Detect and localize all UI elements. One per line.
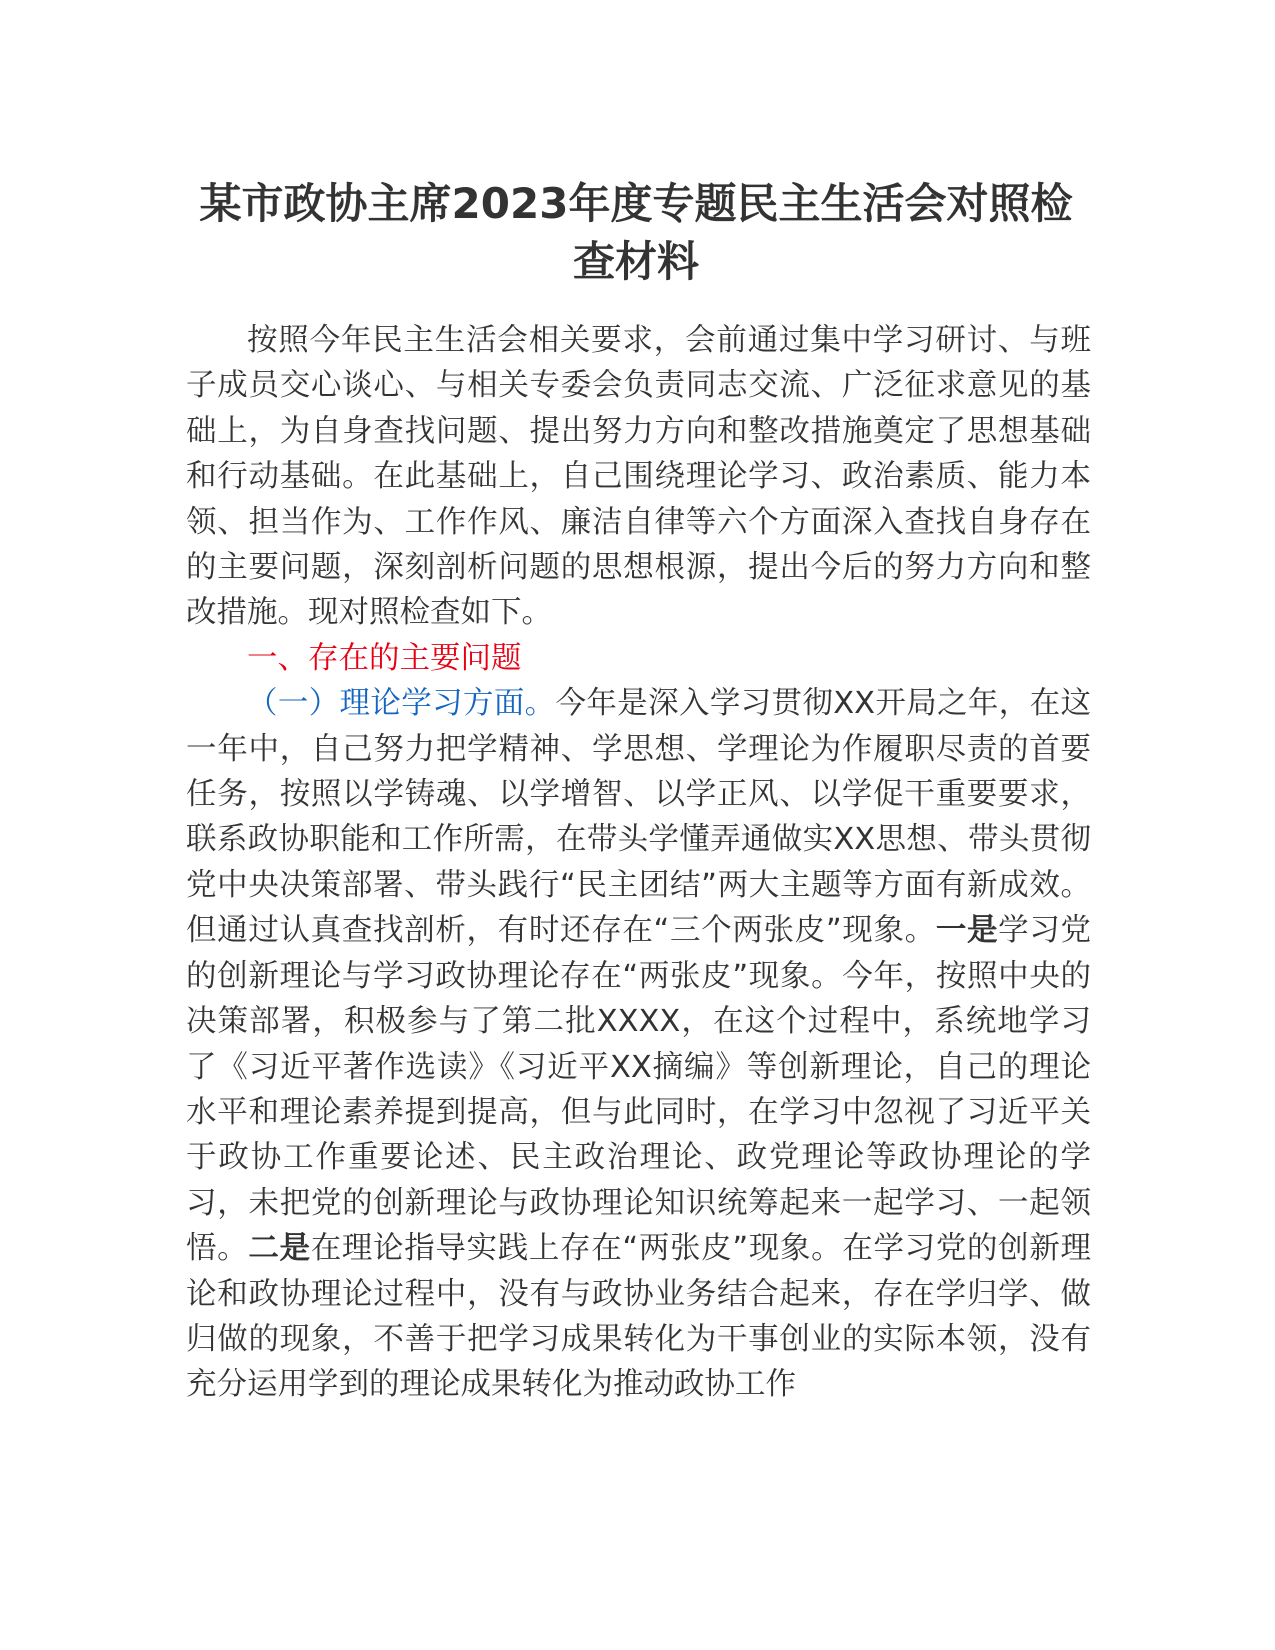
subsection-text-1: 今年是深入学习贯彻XX开局之年，在这一年中，自己努力把学精神、学思想、学理论为作履职尽责的首要任务，按照以学铸魂、以学增智、以学正风、以学促干重要要求，联系政协职能和工作所需，在带头学懂弄通做实XX思想、带头贯彻党中央决策部署、带头践行“民主团结”两大主题等方面有新成效。但通过认真查找剖析，有时还存在“三个两张皮”现象。 <box>186 686 1091 949</box>
point-marker-2: 二是 <box>248 1231 311 1267</box>
section-heading: 一、存在的主要问题 <box>247 640 522 676</box>
subsection-text-2: 学习党的创新理论与学习政协理论存在“两张皮”现象。今年，按照中央的决策部署，积极参与了第二批XXXX，在这个过程中，系统地学习了《习近平著作选读》《习近平XX摘编》等创新理论，自己的理论水平和理论素养提到提高，但与此同时，在学习中忽视了习近平关于政协工作重要论述、民主政治理论、政党理论等政协理论的学习，未把党的创新理论与政协理论知识统筹起来一起学习、一起领悟。 <box>186 913 1092 1267</box>
subsection-heading: （一）理论学习方面。 <box>247 686 556 722</box>
document-body <box>186 318 1091 1408</box>
subsection-text-3: 在理论指导实践上存在“两张皮”现象。在学习党的创新理论和政协理论过程中，没有与政协业务结合起来，存在学归学、做归做的现象，不善于把学习成果转化为干事创业的实际本领，没有充分运用学到的理论成果转化为推动政协工作 <box>186 1231 1092 1403</box>
subsection-paragraph <box>186 681 1091 1408</box>
point-marker-1: 一是 <box>935 913 999 949</box>
document-title: 某市政协主席2023年度专题民主生活会对照检查材料 <box>199 179 1073 286</box>
intro-paragraph: 按照今年民主生活会相关要求，会前通过集中学习研讨、与班子成员交心谈心、与相关专委会负责同志交流、广泛征求意见的基础上，为自身查找问题、提出努力方向和整改措施奠定了思想基础和行动基础。在此基础上，自己围绕理论学习、政治素质、能力本领、担当作为、工作作风、廉洁自律等六个方面深入查找自身存在的主要问题，深刻剖析问题的思想根源，提出今后的努力方向和整改措施。现对照检查如下。 <box>186 323 1091 631</box>
